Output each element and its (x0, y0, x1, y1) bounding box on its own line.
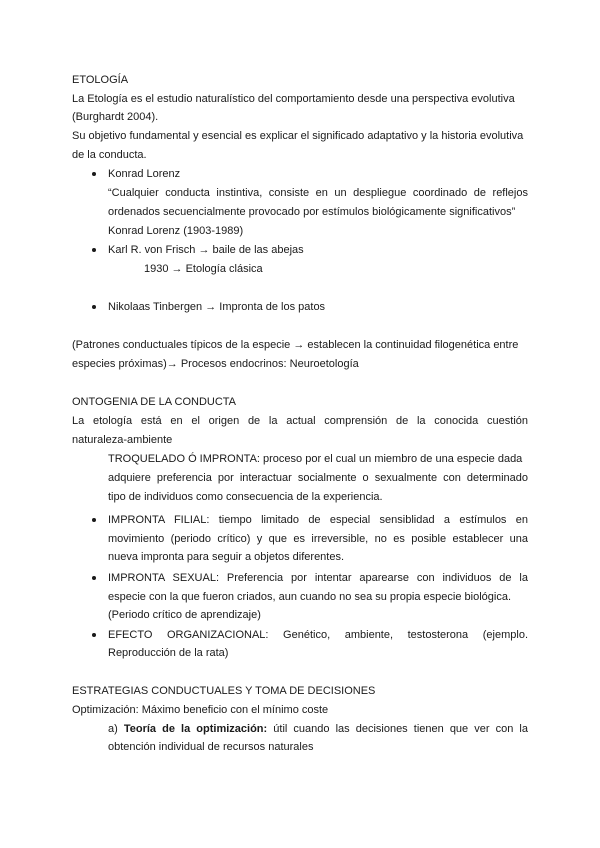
teoria-description: útil cuando las decisiones tienen que ver con la (273, 723, 528, 735)
definition-line-1: La Etología es el estudio naturalístico del comportamiento desde una perspectiva evolutiva (72, 93, 515, 105)
impronta-filial-line-3: nueva impronta para seguir a objetos diferentes. (108, 551, 345, 563)
efecto-organizacional-line-2: Reproducción de la rata) (108, 647, 229, 659)
bullet-icon (92, 248, 96, 252)
lorenz-quote-line-1: “Cualquier conducta instintiva, consiste en un despliegue coordinado de reflejos (108, 187, 528, 199)
impronta-sexual-line-2: especie con la que fueron criados, aun cuando no sea su propia especie biológica. (108, 591, 511, 603)
teoria-term: Teoría de la optimización: (123, 723, 268, 735)
lorenz-name: Konrad Lorenz (108, 168, 181, 180)
impronta-filial-line-2: movimiento (periodo crítico) y que es irreversible, no es posible establecer una (108, 533, 528, 545)
teoria-optimizacion-line-1 (108, 722, 528, 736)
frisch-item: Karl R. von Frisch → baile de las abejas (108, 244, 304, 256)
section-heading-ontogenia: ONTOGENIA DE LA CONDUCTA (72, 396, 237, 408)
optimizacion-line: Optimización: Máximo beneficio con el mínimo coste (72, 704, 329, 716)
ontogenia-intro-line-1: La etología está en el origen de la actual comprensión de la conocida cuestión (72, 415, 528, 427)
impronta-sexual-line-3: (Periodo crítico de aprendizaje) (108, 609, 261, 621)
bullet-icon (92, 172, 96, 176)
bullet-icon (92, 576, 96, 580)
troquelado-line-2: adquiere preferencia por interactuar socialmente o sexualmente con determinado (108, 472, 528, 484)
tinbergen-item: Nikolaas Tinbergen → Impronta de los patos (108, 301, 326, 313)
troquelado-line-1: TROQUELADO Ó IMPRONTA: proceso por el cual un miembro de una especie dada (108, 453, 523, 465)
teoria-prefix: a) (108, 723, 118, 735)
bullet-icon (92, 305, 96, 309)
patterns-line-1: (Patrones conductuales típicos de la especie → establecen la continuidad filogenética entre (72, 339, 519, 351)
teoria-optimizacion-line-2: obtención individual de recursos naturales (108, 741, 314, 753)
objective-line-1: Su objetivo fundamental y esencial es explicar el significado adaptativo y la historia evolutiva (72, 130, 524, 142)
impronta-sexual-line-1: IMPRONTA SEXUAL: Preferencia por intentar aparearse con individuos de la (108, 572, 528, 584)
definition-line-2: (Burghardt 2004). (72, 111, 159, 123)
section-heading-estrategias: ESTRATEGIAS CONDUCTUALES Y TOMA DE DECISIONES (72, 685, 376, 697)
objective-line-2: de la conducta. (72, 149, 147, 161)
efecto-organizacional-line-1: EFECTO ORGANIZACIONAL: Genético, ambiente, testosterona (ejemplo. (108, 629, 528, 641)
impronta-filial-line-1: IMPRONTA FILIAL: tiempo limitado de especial sensiblidad a estímulos en (108, 514, 528, 526)
troquelado-line-3: tipo de individuos como consecuencia de la experiencia. (108, 491, 383, 503)
bullet-icon (92, 633, 96, 637)
bullet-icon (92, 518, 96, 522)
frisch-year: 1930 → Etología clásica (144, 263, 263, 275)
section-heading-etologia: ETOLOGÍA (72, 74, 129, 86)
lorenz-quote-author: Konrad Lorenz (1903-1989) (108, 225, 244, 237)
lorenz-quote-line-2: ordenados secuencialmente provocado por estímulos biológicamente significativos” (108, 206, 516, 218)
ontogenia-intro-line-2: naturaleza-ambiente (72, 434, 173, 446)
patterns-line-2: especies próximas)→ Procesos endocrinos: Neuroetología (72, 358, 359, 370)
